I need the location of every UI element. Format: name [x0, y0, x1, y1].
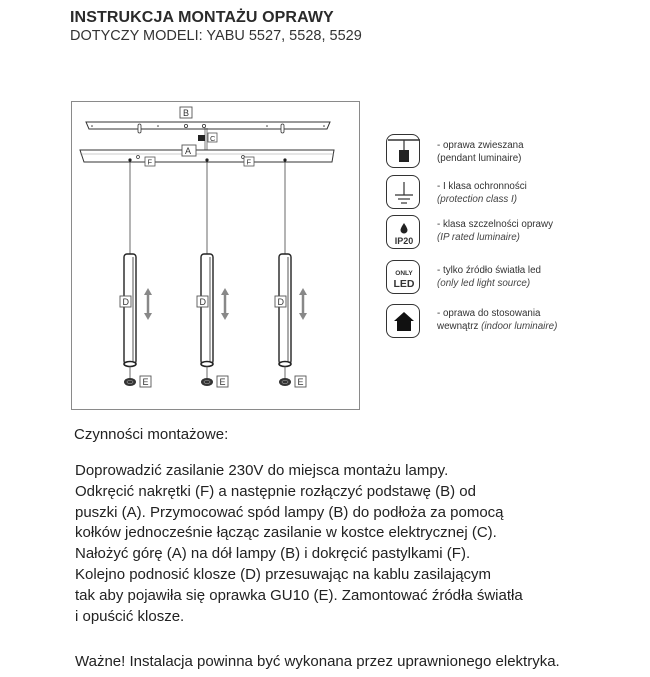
connector-c	[198, 133, 217, 143]
legend-pendant-en: (pendant luminaire)	[437, 152, 522, 164]
instruction-line: tak aby pojawiła się oprawka GU10 (E). Zamontować źródła światła	[75, 586, 523, 604]
only-text: ONLY	[395, 270, 413, 277]
label-f-right: F	[246, 157, 252, 167]
pendant-1	[120, 158, 152, 387]
gu10-socket	[279, 378, 291, 386]
assembly-diagram	[71, 101, 360, 410]
ip20-droplet-icon	[386, 215, 420, 249]
instruction-line: Odkręcić nakrętki (F) a następnie rozłączyć podstawę (B) od	[75, 482, 476, 500]
warning-note: Ważne! Instalacja powinna być wykonana przez uprawnionego elektryka.	[75, 653, 560, 670]
move-arrow-down	[299, 313, 307, 320]
label-d: D	[199, 297, 206, 307]
legend-item-ip-rating	[386, 215, 626, 255]
indoor-house-icon	[386, 304, 420, 338]
label-e: E	[297, 377, 304, 387]
instruction-line: Kolejno podnosić klosze (D) przesuwając na kablu zasilającym	[75, 565, 492, 583]
legend-ip-en: (IP rated luminaire)	[437, 231, 520, 243]
instruction-line: kołków jednocześnie łącząc zasilanie w kostce elektrycznej (C).	[75, 524, 497, 542]
label-a: A	[185, 146, 192, 156]
document-title: INSTRUKCJA MONTAŻU OPRAWY	[70, 9, 334, 26]
ip20-text: IP20	[394, 236, 414, 246]
legend-led-pl: - tylko źródło światła led	[437, 265, 541, 276]
instruction-steps	[75, 461, 523, 627]
legend-indoor-pl: - oprawa do stosowania	[437, 308, 541, 319]
label-f-left: F	[147, 157, 153, 167]
legend-item-indoor	[386, 304, 626, 344]
legend-protection-pl: - I klasa ochronności	[437, 181, 527, 192]
shade-rim	[279, 362, 291, 367]
cable-anchor	[128, 158, 131, 161]
legend-item-protection-class	[386, 175, 626, 215]
shade-rim	[124, 362, 136, 367]
led-text: LED	[393, 278, 415, 290]
section-title: Czynności montażowe:	[74, 426, 229, 443]
move-arrow-up	[221, 288, 229, 295]
instruction-line: Nałożyć górę (A) na dół lampy (B) i dokręcić pastylkami (F).	[75, 545, 471, 563]
pendant-luminaire-icon	[386, 134, 420, 168]
move-arrow-up	[144, 288, 152, 295]
pendant-2	[197, 158, 229, 387]
legend-led-en: (only led light source)	[437, 277, 531, 289]
legend-indoor-en: (indoor luminaire)	[481, 320, 558, 332]
shade-tube	[124, 254, 136, 364]
move-arrow-down	[221, 313, 229, 320]
pendants-group	[120, 158, 307, 387]
only-led-icon	[386, 260, 420, 294]
assembly-drawing	[72, 102, 361, 411]
label-e: E	[142, 377, 149, 387]
shade-tube	[279, 254, 291, 364]
shade-tube	[201, 254, 213, 364]
legend-protection-en: (protection class I)	[437, 193, 518, 205]
legend-ip-pl: - klasa szczelności oprawy	[437, 219, 553, 230]
gu10-socket	[124, 378, 136, 386]
document-subtitle: DOTYCZY MODELI: YABU 5527, 5528, 5529	[70, 28, 362, 44]
instruction-line: puszki (A). Przymocować spód lampy (B) do podłoża za pomocą	[75, 503, 504, 521]
instruction-line: i opuścić klosze.	[75, 607, 185, 625]
move-arrow-down	[144, 313, 152, 320]
label-b: B	[183, 108, 190, 118]
legend-item-led	[386, 260, 626, 300]
pendant-3	[275, 158, 307, 387]
label-d: D	[277, 297, 284, 307]
move-arrow-up	[299, 288, 307, 295]
label-c: C	[210, 134, 216, 143]
legend-item-pendant	[386, 134, 626, 174]
instruction-line: Doprowadzić zasilanie 230V do miejsca montażu lampy.	[75, 462, 449, 479]
shade-rim	[201, 362, 213, 367]
legend-pendant-pl: - oprawa zwieszana	[437, 140, 524, 151]
base-plate-b	[86, 107, 330, 133]
cable-anchor	[283, 158, 286, 161]
cable-anchor	[205, 158, 208, 161]
label-e: E	[219, 377, 226, 387]
label-d: D	[122, 297, 129, 307]
gu10-socket	[201, 378, 213, 386]
protection-class-i-ground-icon	[386, 175, 420, 209]
legend-indoor-pl-cont: wewnątrz	[437, 320, 482, 332]
